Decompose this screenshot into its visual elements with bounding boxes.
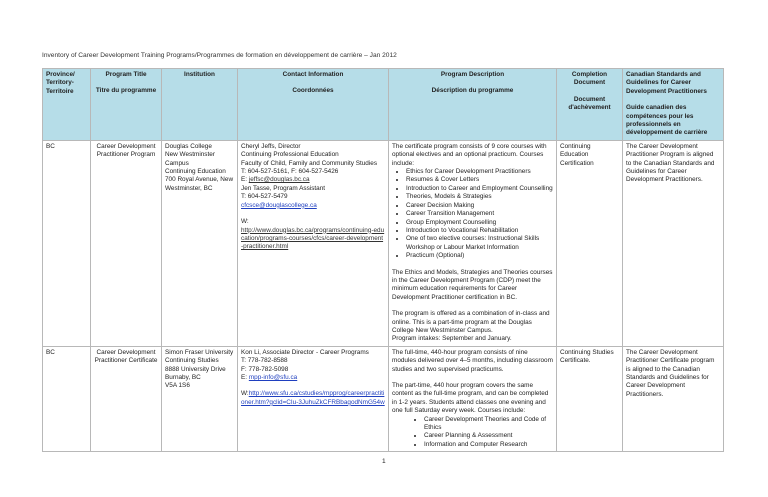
- description-cell: [389, 140, 557, 346]
- contact-line: Cheryl Jeffs, Director: [241, 142, 301, 150]
- web-link[interactable]: http://www.douglas.bc.ca/programs/continuing-education/programs-courses/cfcs/career-development-practitioner.html: [241, 226, 385, 251]
- institution-line: V5A 1S6: [165, 382, 190, 390]
- course-item: • Introduction to Career and Employment Counselling: [406, 185, 553, 193]
- description-text: The program is offered as a combination of in-class and online. This is a part-time program at the Douglas College New Westminster Campus.: [392, 310, 550, 334]
- web-link[interactable]: http://www.sfu.ca/cstudies/mpprog/careerpractitioner.htm?gclid=CIu-3JuhuZkCFRBbagodNmG54w: [241, 390, 385, 406]
- email-prefix: E:: [241, 176, 249, 184]
- contact-line: Faculty of Child, Family and Community Studies: [241, 159, 378, 167]
- document-title: Inventory of Career Development Training Programs/Programmes de formation en développement de carrière – Jan 2012: [42, 52, 397, 59]
- course-item: • Career Planning & Assessment: [424, 432, 553, 440]
- completion-cell: Continuing Education Certification: [557, 140, 623, 346]
- description-cell: [389, 346, 557, 451]
- web-prefix: W:: [241, 390, 249, 398]
- province-cell: BC: [43, 140, 91, 346]
- institution-line: Continuing Studies: [165, 357, 219, 365]
- header-standards: [623, 69, 724, 141]
- course-list: [392, 168, 553, 260]
- description-text: The full-time, 440-hour program consists of nine modules delivered over 4–5 months, including classroom studies and two supervised practicums.: [392, 348, 553, 373]
- description-text: The certificate program consists of 9 core courses with optional electives and an optional practicum. Courses include:: [392, 142, 547, 167]
- email-link[interactable]: cfcsce@douglascollege.ca: [241, 201, 317, 209]
- institution-line: Continuing Education: [165, 168, 226, 176]
- email-link[interactable]: jeffsc@douglas.bc.ca: [248, 176, 310, 184]
- email-link[interactable]: mpp-info@sfu.ca: [248, 374, 298, 381]
- header-completion: [557, 69, 623, 141]
- header-province: Province/ Territory-Territoire: [43, 69, 91, 141]
- course-item: • Introduction to Vocational Rehabilitation: [406, 227, 553, 235]
- header-completion-fr: Document d'achèvement: [568, 95, 611, 112]
- contact-line: Continuing Professional Education: [241, 151, 339, 159]
- header-program: [91, 69, 162, 141]
- header-institution: Institution: [162, 69, 238, 141]
- contact-cell: [238, 346, 389, 451]
- course-item: • Theories, Models & Strategies: [406, 193, 553, 201]
- institution-line: New Westminster Campus: [165, 151, 215, 167]
- header-completion-en: Completion Document: [571, 71, 608, 87]
- header-desc-fr: Déscription du programme: [431, 87, 514, 95]
- header-program-en: Program Title: [105, 71, 147, 78]
- completion-cell: Continuing Studies Certificate.: [557, 346, 623, 451]
- contact-line: T: 604-527-5479: [241, 193, 288, 201]
- programs-table: [42, 68, 724, 452]
- header-standards-fr: Guide canadien des compétences pour les professionnels en développement de carrière: [626, 104, 708, 137]
- course-list: [392, 416, 553, 450]
- header-standards-en: Canadian Standards and Guidelines for Career Development Practitioners: [626, 71, 707, 95]
- province-cell: BC: [43, 346, 91, 451]
- institution-cell: [162, 140, 238, 346]
- description-text: The Ethics and Models, Strategies and Theories courses in the Career Development Program (CDP) meet the minimum education requirements for Career Development Practitioner certification in BC.: [392, 268, 553, 301]
- contact-line: F: 778-782-5098: [241, 365, 289, 373]
- course-item: • One of two elective courses: Instructional Skills Workshop or Labour Market Information: [406, 235, 553, 252]
- contact-line: Jen Tasse, Program Assistant: [241, 184, 326, 192]
- standards-cell: The Career Development Practitioner Certificate program is aligned to the Canadian Standards and Guidelines for Career Development Practitioners.: [623, 346, 724, 451]
- course-item: • Career Decision Making: [406, 202, 553, 210]
- course-item: • Practicum (Optional): [406, 252, 553, 260]
- contact-line: T: 778-782-8588: [241, 357, 288, 365]
- institution-line: Simon Fraser University: [165, 348, 234, 356]
- institution-line: Douglas College: [165, 142, 212, 150]
- header-contact: [238, 69, 389, 141]
- email-prefix: E:: [241, 374, 249, 381]
- header-description: [389, 69, 557, 141]
- header-row: [43, 69, 724, 141]
- program-title-cell: Career Development Practitioner Certificate: [91, 346, 162, 451]
- institution-line: Burnaby, BC: [165, 374, 201, 381]
- header-program-fr: Titre du programme: [95, 87, 157, 95]
- contact-cell: [238, 140, 389, 346]
- course-item: • Ethics for Career Development Practitioners: [406, 168, 553, 176]
- description-text: The part-time, 440 hour program covers the same content as the full-time program, and can be completed in 1-2 years. Students attend classes one evening and one full Saturday every week. Courses include:: [392, 382, 549, 415]
- institution-line: 700 Royal Avenue, New Westminster, BC: [165, 176, 234, 192]
- header-contact-en: Contact Information: [282, 71, 344, 78]
- table-row: [43, 346, 724, 451]
- page-number: 1: [382, 458, 386, 465]
- header-desc-en: Program Description: [440, 71, 505, 78]
- course-item: • Career Transition Management: [406, 210, 553, 218]
- course-item: • Career Development Theories and Code of Ethics: [424, 416, 553, 433]
- program-title-cell: Career Development Practitioner Program: [91, 140, 162, 346]
- course-item: • Resumes & Cover Letters: [406, 176, 553, 184]
- institution-line: 8888 University Drive: [165, 365, 226, 373]
- contact-line: Kon Li, Associate Director - Career Programs: [241, 348, 369, 356]
- description-text: Program intakes: September and January.: [392, 335, 512, 343]
- header-contact-fr: Coordonnées: [292, 87, 334, 95]
- table-row: [43, 140, 724, 346]
- institution-cell: [162, 346, 238, 451]
- standards-cell: The Career Development Practitioner Program is aligned to the Canadian Standards and Guidelines for Career Development Practitioners.: [623, 140, 724, 346]
- course-item: • Group Employment Counselling: [406, 219, 553, 227]
- course-item: • Information and Computer Research: [424, 441, 553, 449]
- contact-line: T: 604-527-5161, F: 604-527-5426: [241, 168, 339, 176]
- web-prefix: W:: [241, 218, 249, 226]
